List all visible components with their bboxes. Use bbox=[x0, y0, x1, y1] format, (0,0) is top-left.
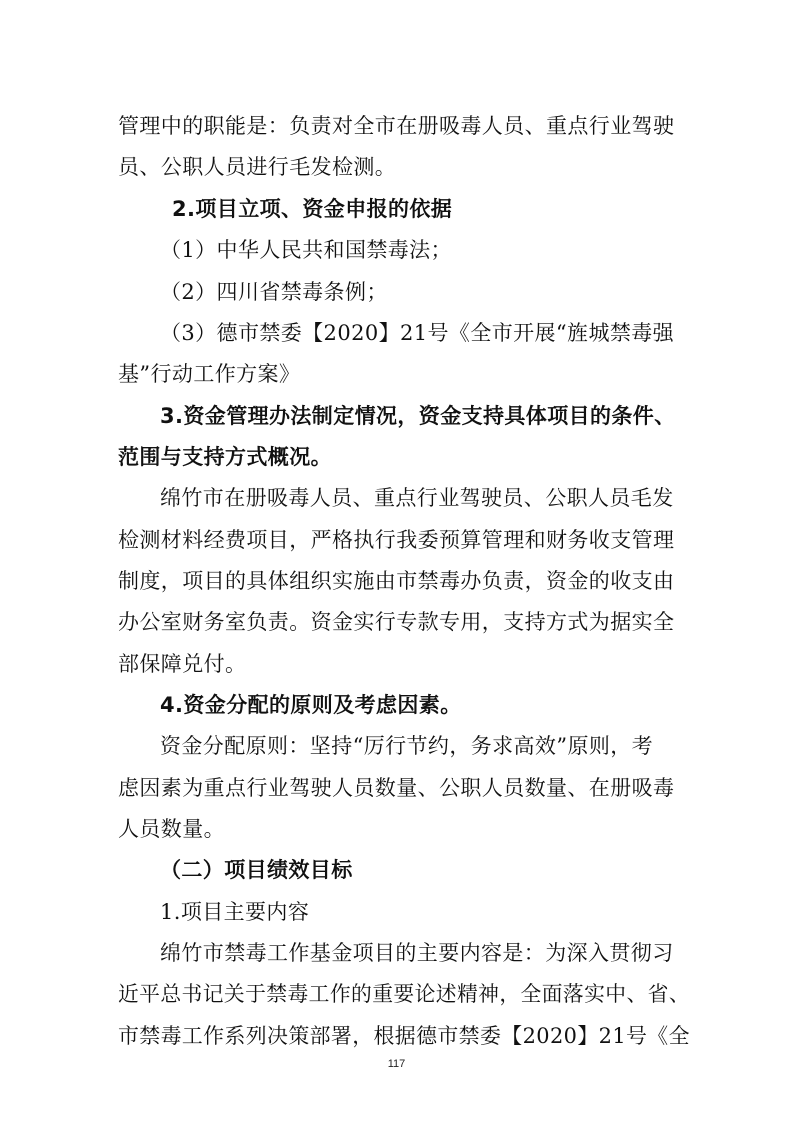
section-heading: 范围与支持方式概况。 bbox=[118, 445, 332, 469]
paragraph-line: 部保障兑付。 bbox=[118, 652, 247, 676]
paragraph-line: 基”行动工作方案》 bbox=[118, 362, 301, 386]
paragraph-line: 制度，项目的具体组织实施由市禁毒办负责，资金的收支由 bbox=[118, 569, 675, 593]
paragraph-line: 人员数量。 bbox=[118, 817, 225, 841]
paragraph-line: 员、公职人员进行毛发检测。 bbox=[118, 155, 397, 179]
paragraph-line: 检测材料经费项目，严格执行我委预算管理和财务收支管理 bbox=[118, 528, 675, 552]
section-heading: 3.资金管理办法制定情况，资金支持具体项目的条件、 bbox=[160, 404, 676, 428]
paragraph-line: 绵竹市禁毒工作基金项目的主要内容是：为深入贯彻习 bbox=[160, 941, 674, 965]
list-item: （1）中华人民共和国禁毒法； bbox=[160, 238, 452, 262]
subsection-heading: 1.项目主要内容 bbox=[160, 900, 310, 924]
paragraph-line: 办公室财务室负责。资金实行专款专用，支持方式为据实全 bbox=[118, 610, 675, 634]
section-heading: （二）项目绩效目标 bbox=[160, 858, 353, 882]
list-item: （2）四川省禁毒条例； bbox=[160, 280, 388, 304]
section-heading: 2.项目立项、资金申报的依据 bbox=[172, 197, 453, 221]
paragraph-line: 虑因素为重点行业驾驶人员数量、公职人员数量、在册吸毒 bbox=[118, 776, 675, 800]
page-number: 117 bbox=[387, 1058, 406, 1070]
paragraph-line: 近平总书记关于禁毒工作的重要论述精神，全面落实中、省、 bbox=[118, 982, 691, 1006]
paragraph-line: 资金分配原则：坚持“厉行节约，务求高效”原则，考 bbox=[160, 734, 654, 758]
list-item: （3）德市禁委【2020】21号《全市开展“旌城禁毒强 bbox=[160, 321, 675, 345]
paragraph-line: 市禁毒工作系列决策部署，根据德市禁委【2020】21号《全 bbox=[118, 1024, 690, 1048]
paragraph-line: 管理中的职能是：负责对全市在册吸毒人员、重点行业驾驶 bbox=[118, 114, 675, 138]
paragraph-line: 绵竹市在册吸毒人员、重点行业驾驶员、公职人员毛发 bbox=[160, 486, 674, 510]
section-heading: 4.资金分配的原则及考虑因素。 bbox=[160, 693, 462, 717]
